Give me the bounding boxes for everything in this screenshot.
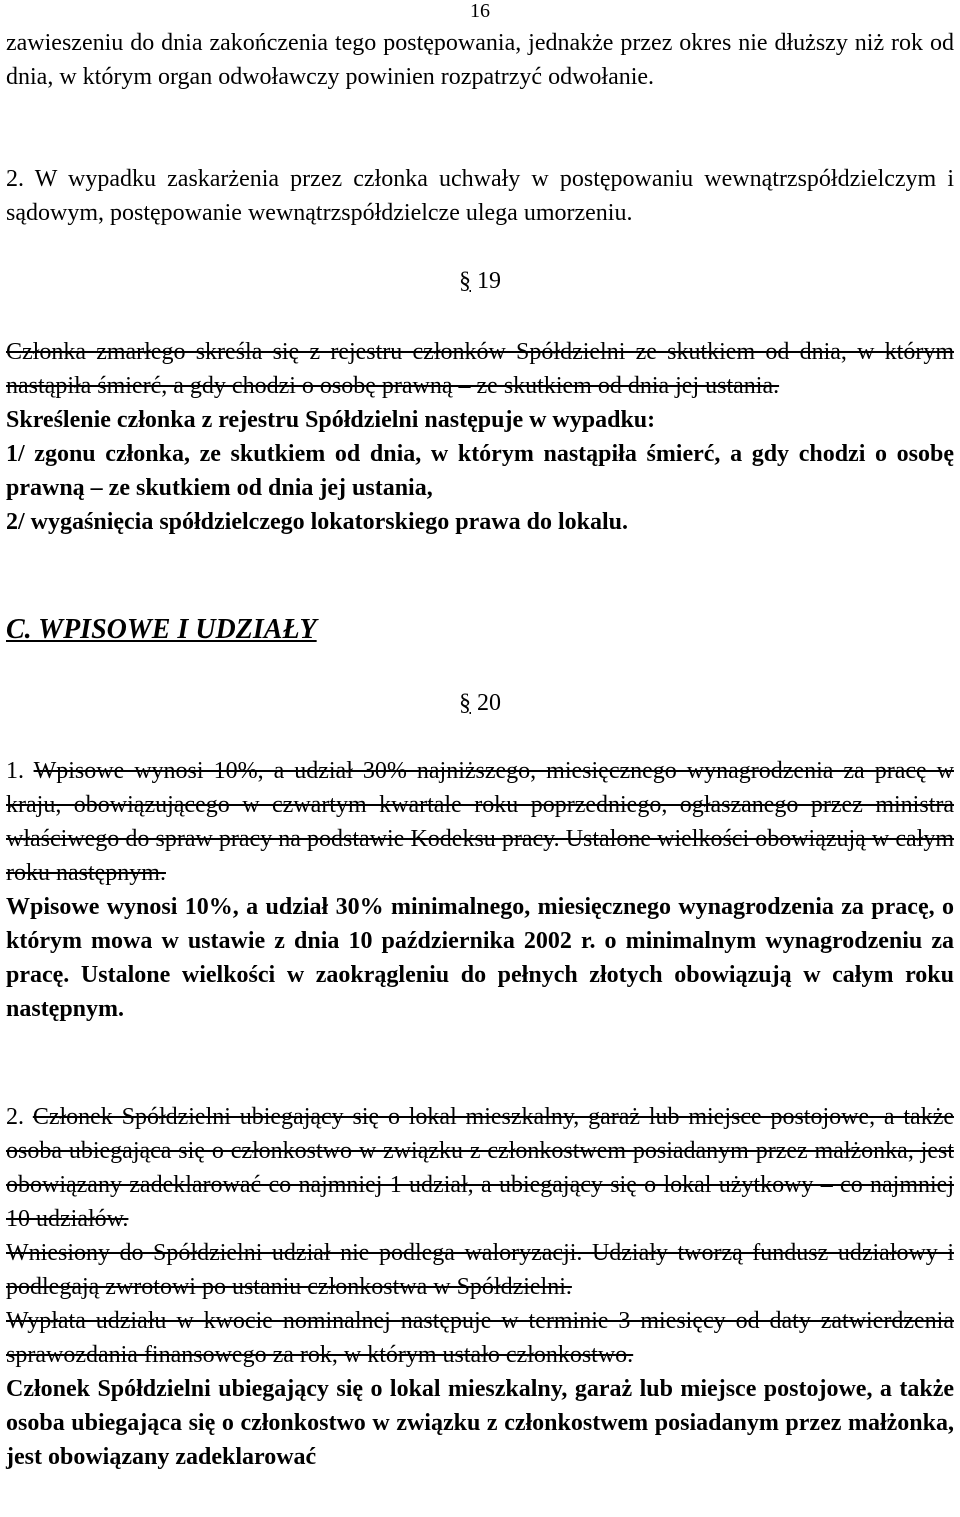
bold-paragraph: Członek Spółdzielni ubiegający się o lokal mieszkalny, garaż lub miejsce postojowe, a także osoba ubiegająca się o członkostwo w związku z członkostwem posiadanym przez małżonka, jest obowiązany zadeklarować	[6, 1376, 954, 1470]
paragraph-continuation	[6, 26, 954, 94]
struck-text: Wpisowe wynosi 10%, a udział 30% najniższego, miesięcznego wynagrodzenia za pracę w kraju, obowiązującego w czwartym kwartale roku poprzedniego, ogłaszanego przez ministra właściwego do spraw pracy na podstawie Kodeksu pracy. Ustalone wielkości obowiązują w całym roku następnym.	[6, 758, 954, 886]
paragraph-text: zawieszeniu do dnia zakończenia tego postępowania, jednakże przez okres nie dłuższy niż rok od dnia, w którym organ odwoławczy powinien rozpatrzyć odwołanie.	[6, 30, 954, 90]
section-number: 19	[477, 268, 501, 294]
section-19-header	[6, 264, 954, 298]
section-19-body	[6, 335, 954, 539]
struck-paragraph: Członka zmarłego skreśla się z rejestru członków Spółdzielni ze skutkiem od dnia, w którym nastąpiła śmierć, a gdy chodzi o osobę prawną – ze skutkiem od dnia jej ustania.	[6, 339, 954, 399]
struck-paragraph: Wypłata udziału w kwocie nominalnej następuje w terminie 3 miesięcy od daty zatwierdzenia sprawozdania finansowego za rok, w którym ustało członkostwo.	[6, 1308, 954, 1368]
paragraph-text: 2. W wypadku zaskarżenia przez członka uchwały w postępowaniu wewnątrzspółdzielczym i sądowym, postępowanie wewnątrzspółdzielcze ulega umorzeniu.	[6, 166, 954, 226]
struck-paragraph	[6, 1100, 954, 1236]
page-number: 16	[470, 0, 490, 22]
section-number: 20	[477, 690, 501, 716]
struck-text: Członek Spółdzielni ubiegający się o lokal mieszkalny, garaż lub miejsce postojowe, a także osoba ubiegająca się o członkostwo w związku z członkostwem posiadanym przez małżonka, jest obowiązany zadeklarować co najmniej 1 udział, a ubiegający się o lokal użytkowy – co najmniej 10 udziałów.	[6, 1104, 955, 1232]
item-number: 2.	[6, 1104, 24, 1130]
struck-paragraph	[6, 754, 954, 890]
section-heading	[6, 686, 954, 720]
bold-paragraph: Skreślenie członka z rejestru Spółdzielni następuje w wypadku:	[6, 407, 656, 433]
bold-list-item: 2/ wygaśnięcia spółdzielczego lokatorskiego prawa do lokalu.	[6, 509, 629, 535]
chapter-heading: C. WPISOWE I UDZIAŁY	[6, 614, 317, 645]
chapter-heading-block	[6, 610, 954, 650]
item-number: 1.	[6, 758, 24, 784]
section-20-header	[6, 686, 954, 720]
section-20-item-2	[6, 1100, 954, 1474]
section-20-item-1	[6, 754, 954, 1026]
struck-paragraph: Wniesiony do Spółdzielni udział nie podlega waloryzacji. Udziały tworzą fundusz udziałowy i podlegają zwrotowi po ustaniu członkostwa w Spółdzielni.	[6, 1240, 954, 1300]
bold-list-item: 1/ zgonu członka, ze skutkiem od dnia, w którym nastąpiła śmierć, a gdy chodzi o osobę prawną – ze skutkiem od dnia jej ustania,	[6, 441, 954, 501]
paragraph-2	[6, 162, 954, 230]
section-sign: §	[459, 690, 471, 716]
section-heading	[6, 264, 954, 298]
bold-paragraph: Wpisowe wynosi 10%, a udział 30% minimalnego, miesięcznego wynagrodzenia za pracę, o którym mowa w ustawie z dnia 10 października 2002 r. o minimalnym wynagrodzeniu za pracę. Ustalone wielkości w zaokrągleniu do pełnych złotych obowiązują w całym roku następnym.	[6, 894, 954, 1022]
section-sign: §	[459, 268, 471, 294]
